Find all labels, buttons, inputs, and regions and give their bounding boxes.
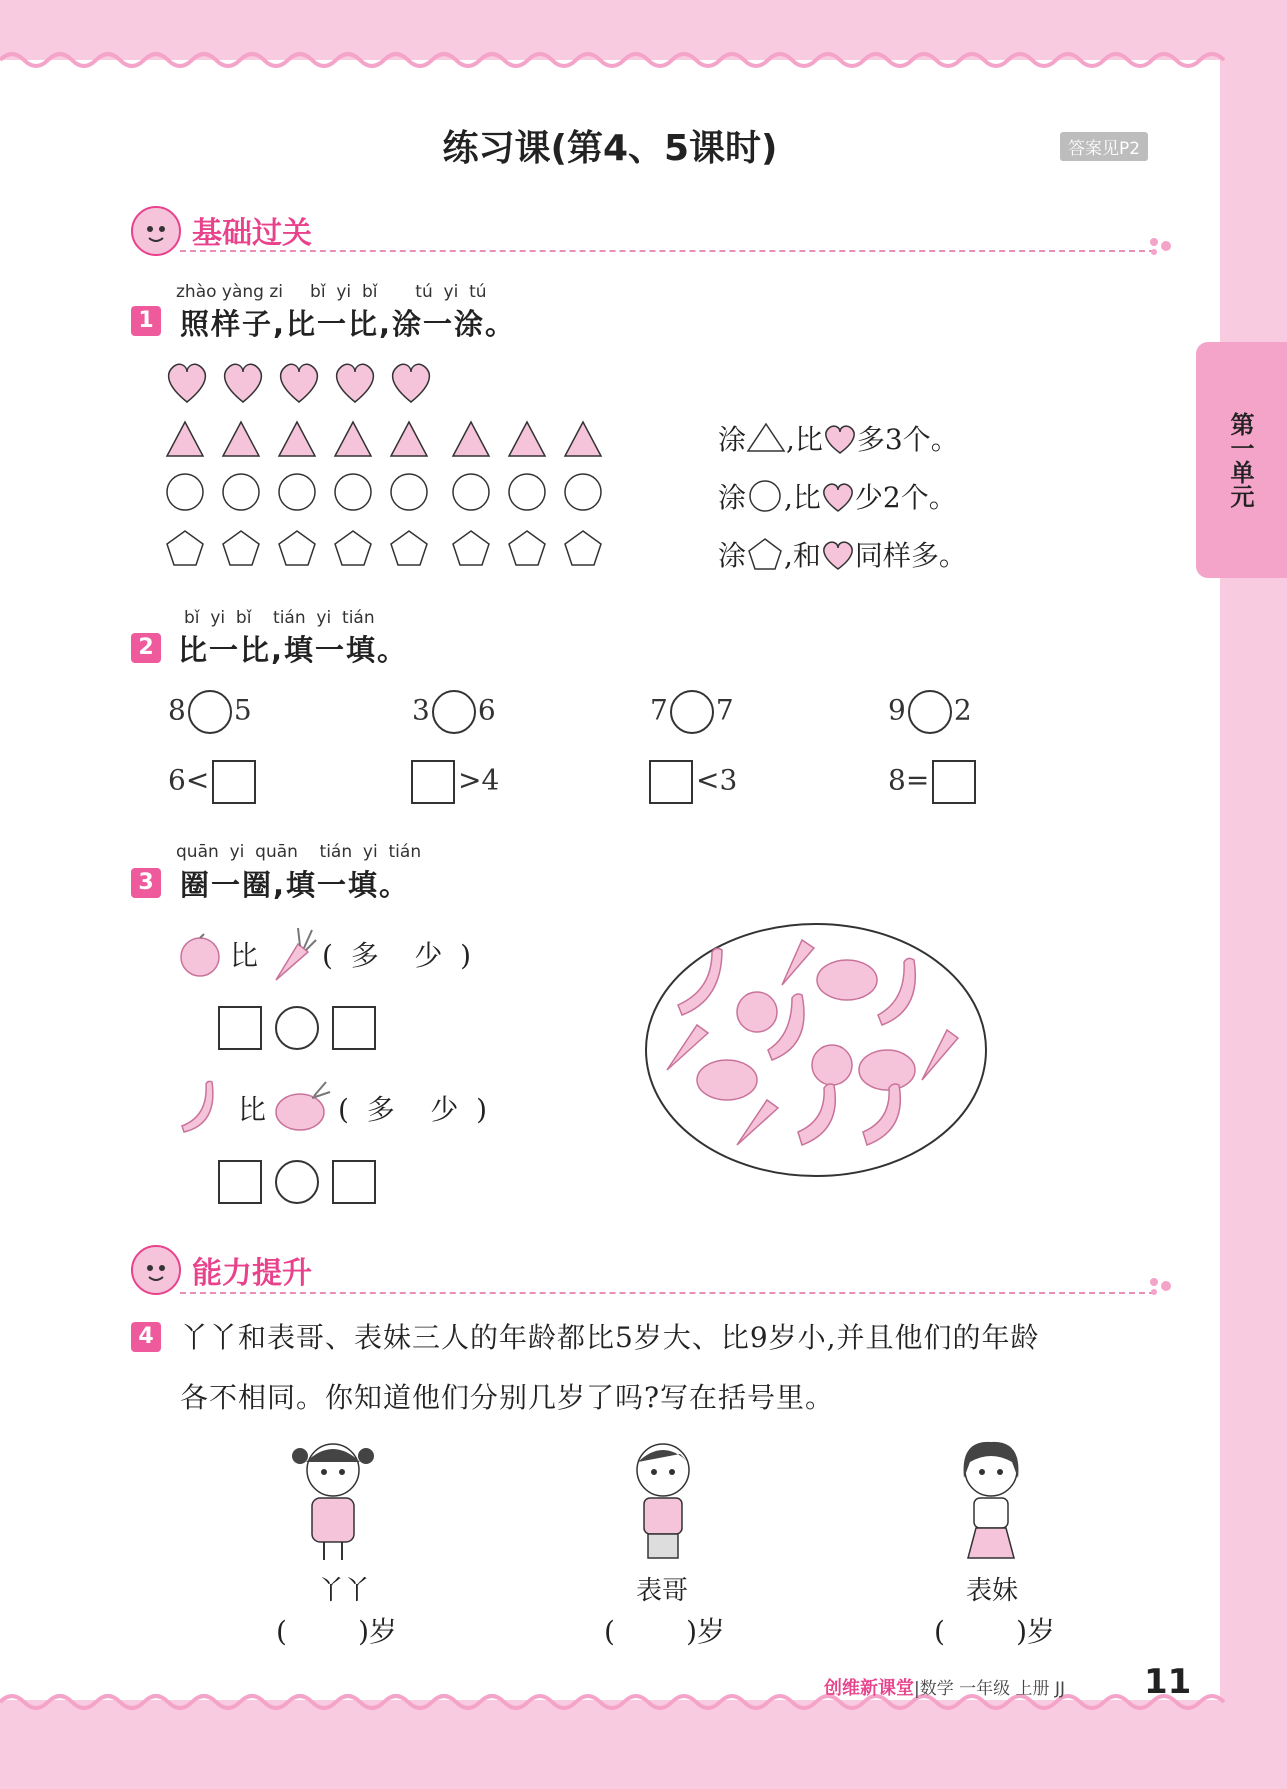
fruit-plate-illustration xyxy=(642,920,990,1180)
peach-icon xyxy=(178,932,222,978)
girl-biaomei-illustration xyxy=(946,1432,1036,1562)
q1-instruction-pentagon: 涂 ,和 同样多。 xyxy=(718,539,967,572)
heart-icon xyxy=(821,539,855,571)
heart-icon xyxy=(823,423,857,455)
pentagon-icon xyxy=(509,531,545,565)
answer-box[interactable] xyxy=(332,1006,376,1050)
circle-icon xyxy=(391,474,427,510)
answer-box[interactable] xyxy=(932,760,976,804)
q1-instruction-triangle: 涂 ,比 多3个。 xyxy=(718,423,959,456)
answer-box[interactable] xyxy=(218,1006,262,1050)
mascot-doll-icon xyxy=(130,1244,182,1296)
answer-circle[interactable] xyxy=(188,690,232,734)
circle-outline-icon xyxy=(746,479,784,513)
q3-line1-answer xyxy=(215,1006,379,1050)
answer-box[interactable] xyxy=(411,760,455,804)
triangle-outline-icon xyxy=(746,421,786,453)
kid-name-yaya: 丫丫 xyxy=(318,1576,371,1606)
answer-circle[interactable] xyxy=(432,690,476,734)
footer-info: 数学 一年级 上册 JJ xyxy=(919,1679,1065,1699)
eggplant-icon xyxy=(697,1060,757,1100)
heart-icon xyxy=(169,364,206,402)
answer-age-yaya[interactable]: ( )岁 xyxy=(276,1615,398,1648)
q4-number-badge: 4 xyxy=(131,1322,161,1352)
answer-circle[interactable] xyxy=(275,1160,319,1204)
q2-compare-2: 3 6 xyxy=(412,690,496,734)
q2-compare-4: 9 2 xyxy=(888,690,972,734)
eggplant-icon xyxy=(274,1076,334,1134)
unit-tab-label: 第一单元 xyxy=(1226,412,1254,508)
circle-icon xyxy=(335,474,371,510)
q2-compare-1: 8 5 xyxy=(168,690,252,734)
triangle-icon xyxy=(391,422,427,456)
q1-pinyin: zhào yàng zi bǐ yi bǐ tú yi tú xyxy=(176,282,487,302)
q4-line2: 各不相同。你知道他们分别几岁了吗?写在括号里。 xyxy=(180,1381,835,1414)
heart-icon xyxy=(281,364,318,402)
page-title: 练习课(第4、5课时) xyxy=(442,128,778,169)
triangle-icon xyxy=(167,422,203,456)
triangles-row xyxy=(165,418,625,462)
footer-separator: | xyxy=(914,1679,920,1699)
answer-box[interactable] xyxy=(332,1160,376,1204)
circle-icon xyxy=(565,474,601,510)
answer-box[interactable] xyxy=(649,760,693,804)
hearts-row xyxy=(165,360,465,410)
circle-icon xyxy=(279,474,315,510)
circle-icon xyxy=(509,474,545,510)
section-advanced-divider xyxy=(180,1292,1155,1294)
q3-line2-bi: 比 xyxy=(238,1093,267,1126)
answer-age-biaoge[interactable]: ( )岁 xyxy=(604,1615,726,1648)
section-basic-title: 基础过关 xyxy=(192,216,312,251)
section-basic-divider xyxy=(180,250,1155,252)
banana-icon xyxy=(178,1076,226,1138)
boy-biaoge-illustration xyxy=(618,1432,708,1562)
divider-dots-icon xyxy=(1148,236,1178,256)
q3-line1-bi: 比 xyxy=(230,939,259,972)
pentagon-icon xyxy=(223,531,259,565)
q1-number-badge: 1 xyxy=(131,306,161,336)
mascot-girl-icon xyxy=(130,205,182,257)
q3-prompt: 圈一圈,填一填。 xyxy=(180,868,411,902)
section-advanced-title: 能力提升 xyxy=(192,1256,312,1291)
kid-name-biaoge: 表哥 xyxy=(636,1576,689,1606)
q3-line1-options[interactable]: ( 多 少 ) xyxy=(322,939,472,972)
eggplant-icon xyxy=(817,960,877,1000)
circle-icon xyxy=(223,474,259,510)
peach-icon xyxy=(812,1045,852,1085)
q3-line2-options[interactable]: ( 多 少 ) xyxy=(338,1093,488,1126)
pentagon-icon xyxy=(565,531,601,565)
girl-yaya-illustration xyxy=(288,1432,378,1562)
answer-reference-badge: 答案见P2 xyxy=(1060,132,1148,161)
circle-icon xyxy=(453,474,489,510)
bottom-wave-border xyxy=(0,1690,1287,1714)
triangle-icon xyxy=(565,422,601,456)
triangle-icon xyxy=(509,422,545,456)
answer-circle[interactable] xyxy=(908,690,952,734)
triangle-icon xyxy=(223,422,259,456)
q1-prompt: 照样子,比一比,涂一涂。 xyxy=(180,307,517,341)
q3-number-badge: 3 xyxy=(131,868,161,898)
q2-compare-3: 7 7 xyxy=(650,690,734,734)
q2-fill-2: >4 xyxy=(408,760,499,804)
eggplant-icon xyxy=(859,1050,915,1090)
peach-icon xyxy=(737,992,777,1032)
q2-pinyin: bǐ yi bǐ tián yi tián xyxy=(184,608,375,628)
top-wave-border xyxy=(0,48,1287,72)
q3-pinyin: quān yi quān tián yi tián xyxy=(176,842,422,862)
hearts-group xyxy=(165,360,465,406)
q4-line1: 丫丫和表哥、表妹三人的年龄都比5岁大、比9岁小,并且他们的年龄 xyxy=(180,1321,1040,1354)
unit-side-tab xyxy=(1196,342,1287,578)
pentagon-icon xyxy=(391,531,427,565)
q1-instruction-circle: 涂 ,比 少2个。 xyxy=(718,481,957,514)
q3-line2-answer xyxy=(215,1160,379,1204)
footer-brand: 创维新课堂 xyxy=(824,1678,914,1699)
answer-circle[interactable] xyxy=(670,690,714,734)
triangle-icon xyxy=(453,422,489,456)
heart-icon xyxy=(393,364,430,402)
pentagon-outline-icon xyxy=(746,537,784,571)
pentagon-icon xyxy=(335,531,371,565)
q2-fill-4: 8= xyxy=(888,760,979,804)
answer-age-biaomei[interactable]: ( )岁 xyxy=(934,1615,1056,1648)
q2-number-badge: 2 xyxy=(131,633,161,663)
footer xyxy=(824,1674,1065,1700)
pentagon-icon xyxy=(279,531,315,565)
circles-row xyxy=(165,472,625,516)
kid-name-biaomei: 表妹 xyxy=(966,1576,1019,1606)
circle-icon xyxy=(167,474,203,510)
q2-fill-1: 6< xyxy=(168,760,259,804)
divider-dots-icon xyxy=(1148,1276,1178,1296)
heart-icon xyxy=(821,481,855,513)
pentagon-icon xyxy=(453,531,489,565)
carrot-icon xyxy=(268,922,318,984)
pentagons-row xyxy=(165,528,625,572)
q2-fill-3: <3 xyxy=(646,760,737,804)
answer-circle[interactable] xyxy=(275,1006,319,1050)
heart-icon xyxy=(337,364,374,402)
triangle-icon xyxy=(279,422,315,456)
heart-icon xyxy=(225,364,262,402)
answer-box[interactable] xyxy=(218,1160,262,1204)
q2-prompt: 比一比,填一填。 xyxy=(178,633,409,667)
answer-box[interactable] xyxy=(212,760,256,804)
triangle-icon xyxy=(335,422,371,456)
page-number: 11 xyxy=(1144,1662,1192,1702)
pentagon-icon xyxy=(167,531,203,565)
